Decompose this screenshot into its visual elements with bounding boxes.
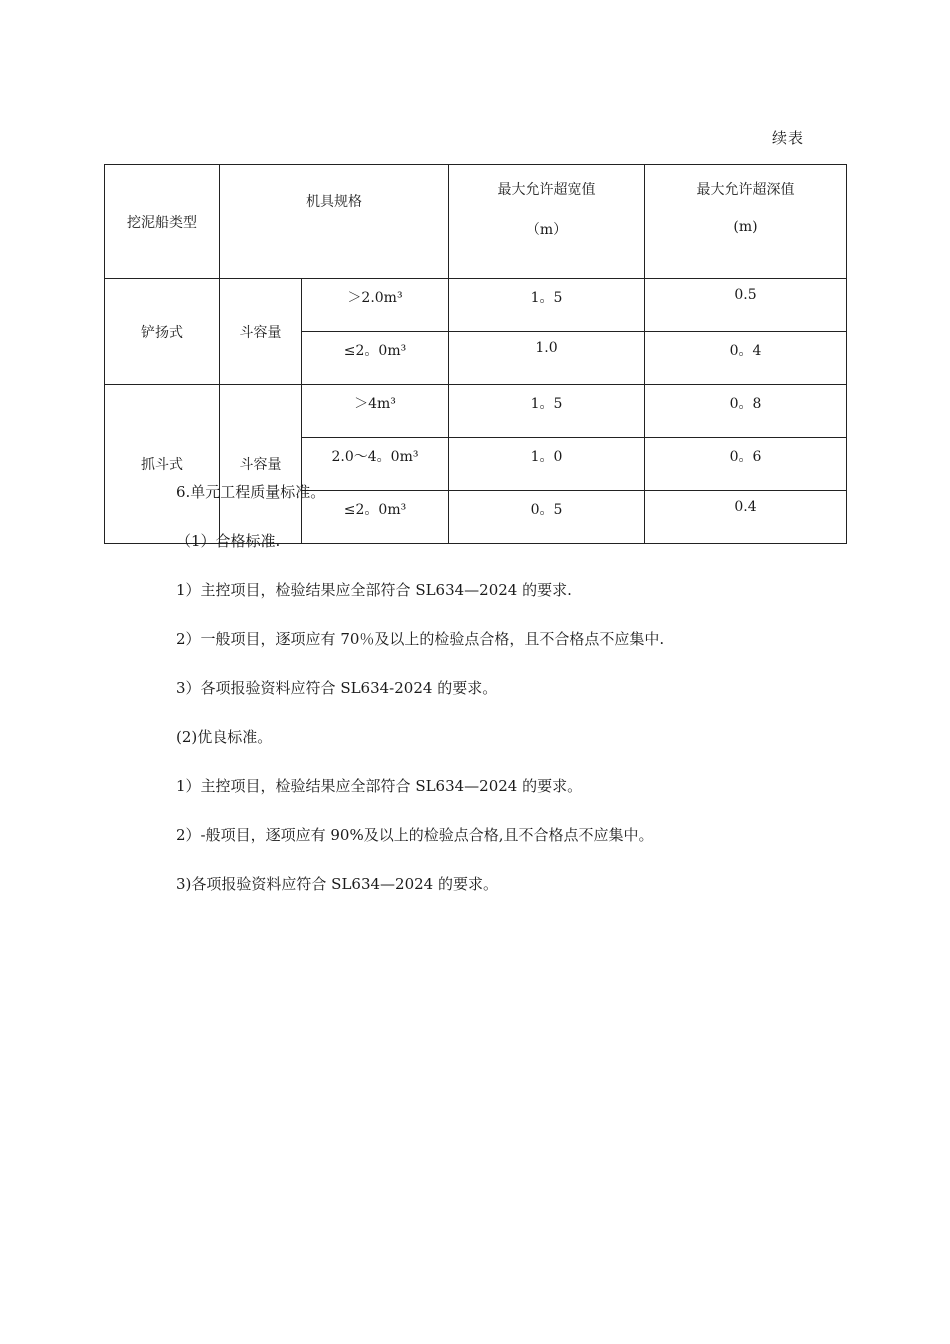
overdepth-cell: 0。8	[645, 385, 847, 438]
dredger-type-cell: 铲扬式	[105, 279, 220, 385]
spec-cell: 2.0～4。0m³	[302, 438, 449, 491]
overwidth-cell: 0。5	[449, 491, 645, 544]
dredger-type-cell: 抓斗式	[105, 385, 220, 544]
param-cell: 斗容量	[220, 279, 302, 385]
overdepth-cell: 0。4	[645, 332, 847, 385]
overdepth-cell: 0。6	[645, 438, 847, 491]
spec-cell: ＞2.0m³	[302, 279, 449, 332]
excellent-item-3: 3)各项报验资料应符合 SL634—2024 的要求。	[176, 875, 498, 893]
table-row	[105, 279, 847, 332]
spec-cell: ≤2。0m³	[302, 332, 449, 385]
overdepth-cell: 0.5	[645, 279, 847, 332]
qualified-item-1: 1）主控项目，检验结果应全部符合 SL634—2024 的要求.	[176, 581, 572, 599]
table-header-row	[105, 165, 847, 279]
header-equipment-spec: 机具规格	[220, 165, 449, 279]
table-row	[105, 385, 847, 438]
overwidth-cell: 1。5	[449, 385, 645, 438]
overwidth-cell: 1。0	[449, 438, 645, 491]
header-max-overdepth-unit: (m)	[733, 219, 758, 235]
header-max-overwidth-unit: （m）	[525, 222, 568, 238]
excellent-heading: (2)优良标准。	[176, 728, 273, 746]
qualified-heading: （1）合格标准.	[176, 532, 281, 550]
header-max-overwidth-label: 最大允许超宽值	[497, 182, 596, 198]
spec-cell: ≤2。0m³	[302, 491, 449, 544]
header-max-overdepth-label: 最大允许超深值	[696, 182, 795, 198]
header-max-overdepth	[645, 165, 847, 279]
spec-cell: ＞4m³	[302, 385, 449, 438]
param-cell: 斗容量	[220, 385, 302, 544]
overdepth-cell: 0.4	[645, 491, 847, 544]
qualified-item-2: 2）一般项目，逐项应有 70％及以上的检验点合格，且不合格点不应集中.	[176, 630, 665, 648]
excellent-item-1: 1）主控项目，检验结果应全部符合 SL634—2024 的要求。	[176, 777, 583, 795]
section-heading: 6.单元工程质量标准。	[176, 483, 326, 501]
overwidth-cell: 1。5	[449, 279, 645, 332]
overwidth-cell: 1.0	[449, 332, 645, 385]
qualified-item-3: 3）各项报验资料应符合 SL634-2024 的要求。	[176, 679, 498, 697]
continued-label: 续表	[772, 129, 805, 147]
excellent-item-2: 2）-般项目，逐项应有 90%及以上的检验点合格,且不合格点不应集中。	[176, 826, 654, 844]
header-dredger-type: 挖泥船类型	[105, 165, 220, 279]
header-max-overwidth	[449, 165, 645, 279]
